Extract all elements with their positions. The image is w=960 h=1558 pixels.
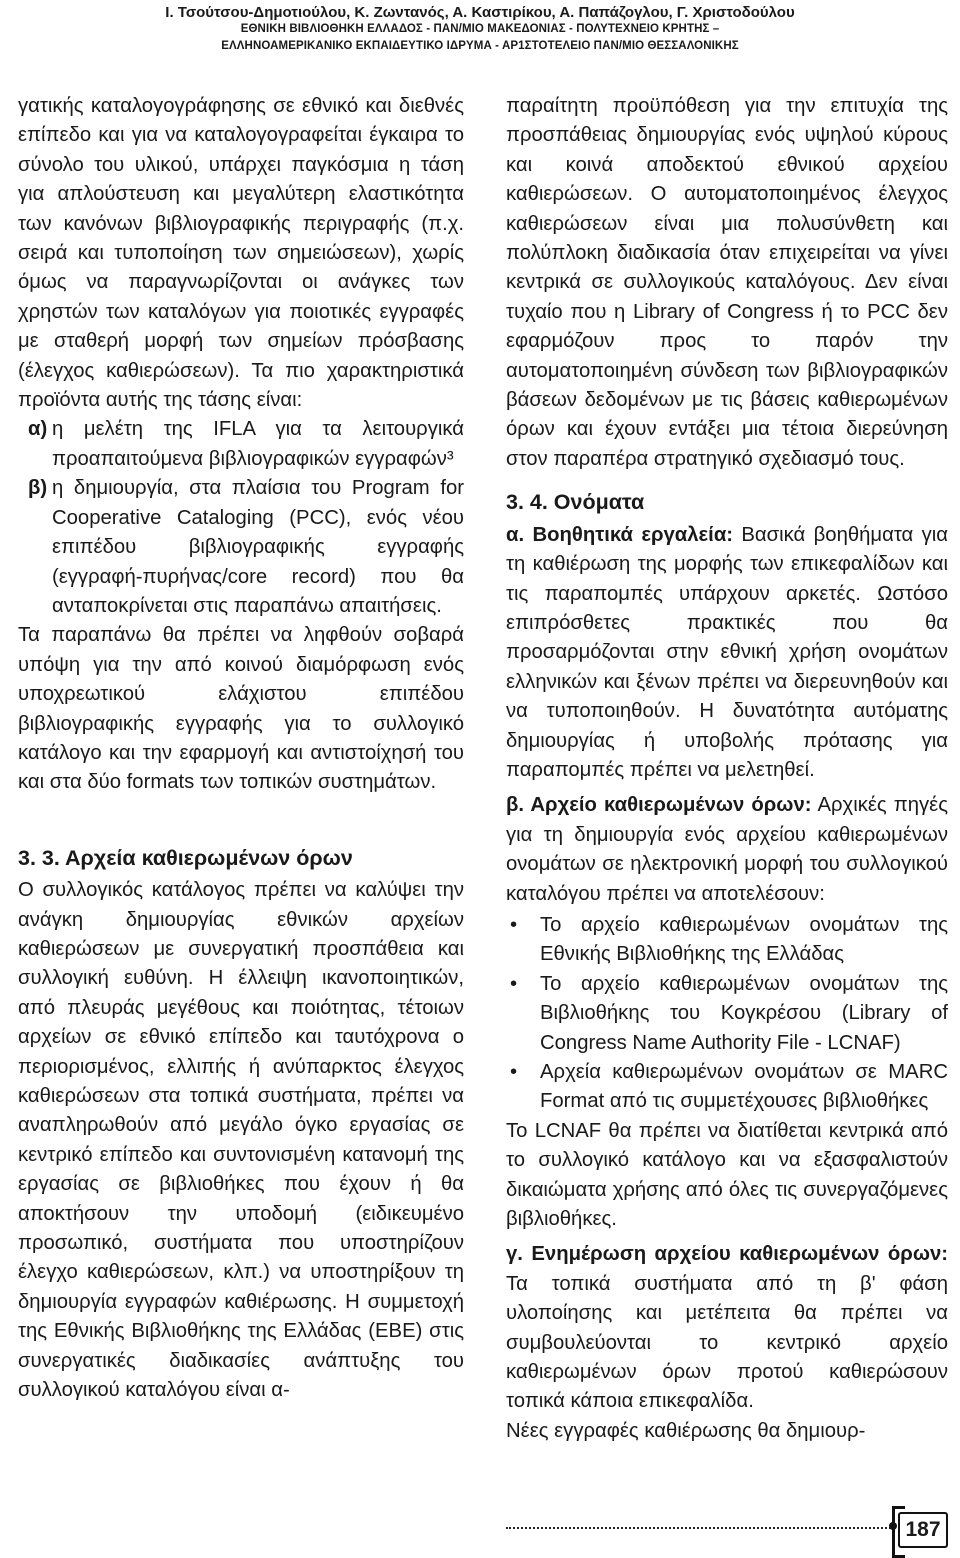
list-marker: α) (28, 418, 48, 441)
subsection-a-label: α. Βοηθητικά εργαλεία: (506, 523, 734, 546)
section-heading-3-4: 3. 4. Ονόματα (506, 490, 645, 515)
list-marker: β) (28, 477, 48, 500)
list-text: η δημιουργία, στα πλαίσια του Program for Cooperative Cataloging (PCC), ενός νέου επιπέδου βιβλιογραφικής εγγραφής (εγγραφή-πυρήνας/core record) που θα ανταποκρίνεται στις παραπάνω απαιτήσεις. (52, 477, 464, 617)
subsection-c-label: γ. Ενημέρωση αρχείου καθιερωμένων όρων: (506, 1243, 948, 1266)
header-authors: Ι. Τσούτσου-Δημοτιούλου, Κ. Ζωντανός, Α. Καστιρίκου, Α. Παπάζογλου, Γ. Χριστοδούλου (165, 4, 795, 21)
list-item (28, 474, 464, 621)
list-item (28, 415, 464, 474)
footer-dotted-rule (506, 1527, 894, 1529)
list-item: • Το αρχείο καθιερωμένων ονομάτων της Βιβλιοθήκης του Κογκρέσου (Library of Congress Name Authority File - LCNAF) (506, 970, 948, 1058)
left-intro-paragraph: γατικής καταλογογράφησης σε εθνικό και διεθνές επίπεδο και για να καταλογογραφείται έγκαιρα το σύνολο του υλικού, υπάρχει παγκόσμια η τάση για απλούστευση και μεγαλύτερη ελαστικότητα των κανόνων βιβλιογραφικής περιγραφής (π.χ. σειρά και τυποποίηση των σημειώσεων), χωρίς όμως να παραγνωρίζονται οι ανάγκες των χρηστών των καταλόγων για ποιοτικές εγγραφές με σταθερή μορφή των σημείων πρόσβασης (έλεγχος καθιερώσεων). Τα πιο χαρακτηριστικά προϊόντα αυτής της τάσης είναι: (18, 95, 464, 412)
page-number: 187 (898, 1512, 948, 1548)
subsection-c-text: Τα τοπικά συστήματα από τη β' φάση υλοποίησης και μετέπειτα θα πρέπει να συμβουλεύονται το κεντρικό αρχείο καθιερωμένων όρων προτού καθιερώσουν τοπικά κάποια επικεφαλίδα. (506, 1272, 948, 1413)
subsection-b (506, 791, 948, 909)
subsection-b-text: Αρχικές πηγές για τη δημιουργία ενός αρχείου καθιερωμένων ονομάτων σε ηλεκτρονική μορφή του συλλογικού καταλόγου πρέπει να αποτελέσουν: (506, 794, 948, 905)
right-intro-paragraph: παραίτητη προϋπόθεση για την επιτυχία της προσπάθειας δημιουργίας ενός υψηλού κύρους και κοινά αποδεκτού εθνικού αρχείου καθιερώσεων. Ο αυτοματοποιημένος έλεγχος καθιερώσεων είναι μια πολυσύνθετη και πολύπλοκη διαδικασία όταν επιχειρείται να γίνει κεντρικά σε συλλογικούς καταλόγους. Δεν είναι τυχαίο που η Library of Congress ή το PCC δεν εφαρμόζουν προς το παρόν την αυτοματοποιημένη σύνδεση των βιβλιογραφικών βάσεων δεδομένων με τις βάσεις καθιερωμένων όρων και έχουν εντάξει μια τέτοια διερεύνηση στον παραπέρα στρατηγικό σχεδιασμό τους. (506, 95, 948, 470)
subsection-a (506, 521, 948, 786)
header-institutions-line2: ΕΛΛΗΝΟΑΜΕΡΙΚΑΝΙΚΟ ΕΚΠΑΙΔΕΥΤΙΚΟ ΙΔΡΥΜΑ - ΑΡ1ΣΤΟΤΕΛΕΙΟ ΠΑΝ/ΜΙΟ ΘΕΣΣΑΛΟΝΙΚΗΣ (221, 40, 739, 52)
left-paragraph-2: Τα παραπάνω θα πρέπει να ληφθούν σοβαρά υπόψη για την από κοινού διαμόρφωση ενός υποχρεωτικού ελάχιστου επιπέδου βιβλιογραφικής εγγραφής για το συλλογικό κατάλογο και την εφαρμογή και αντιστοίχησή του και στα δύο formats των τοπικών συστημάτων. (18, 624, 464, 794)
running-header (0, 4, 960, 55)
section-heading-3-3: 3. 3. Αρχεία καθιερωμένων όρων (18, 845, 353, 870)
section-3-3-body: Ο συλλογικός κατάλογος πρέπει να καλύψει την ανάγκη δημιουργίας εθνικών αρχείων καθιερώσεων με συνεργατική προσπάθεια και συλλογική ευθύνη. Η έλλειψη ικανοποιητικών, από πλευράς μεγέθους και ποιότητας, τέτοιων αρχείων σε εθνικό επίπεδο και ταυτόχρονα ο περιορισμένος, ελλιπής ή ανύπαρκτος έλεγχος καθιερώσεων στα τοπικά συστήματα, πρέπει να αναπληρωθούν από μεγάλο όγκο εργασίας σε κεντρικό επίπεδο και συντονισμένη κατανομή της εργασίας σε βιβλιοθήκες που έχουν ή θα αποκτήσουν την υποδομή (ειδικευμένο προσωπικό, συστήματα που υποστηρίζουν έλεγχο καθιερώσεων, κλπ.) να υποστηρίξουν τη δημιουργία εγγραφών καθιέρωσης. Η συμμετοχή της Εθνικής Βιβλιοθήκης της Ελλάδας (ΕΒΕ) στις συνεργατικές διαδικασίες ανάπτυξης του συλλογικού καταλόγου είναι α- (18, 879, 464, 1402)
source-bullet-list (506, 911, 948, 1117)
list-item: • Αρχεία καθιερωμένων ονομάτων σε MARC Format από τις συμμετέχουσες βιβλιοθήκες (506, 1058, 948, 1117)
lcnaf-paragraph: Το LCNAF θα πρέπει να διατίθεται κεντρικά από το συλλογικό κατάλογο και να εξασφαλιστούν δικαιώματα χρήσης από όλες τις συνεργαζόμενες βιβλιοθήκες. (506, 1119, 948, 1231)
subsection-c (506, 1240, 948, 1416)
subsection-a-text: Βασικά βοηθήματα για τη καθιέρωση της μορφής των επικεφαλίδων και τις παραπομπές υπάρχουν αρκετές. Ωστόσο επιπρόσθετες πρακτικές που θα προσαρμόζονται στην εθνική χρήση ονομάτων ελληνικών και ξένων πρέπει να διερευνηθούν και να τυποποιηθούν. Η δυνατότητα αυτόματης δημιουργίας ή υποβολής πρότασης για παραπομπές πρέπει να μελετηθεί. (506, 523, 948, 781)
subsection-b-label: β. Αρχείο καθιερωμένων όρων: (506, 794, 812, 817)
list-item: • Το αρχείο καθιερωμένων ονομάτων της Εθνικής Βιβλιοθήκης της Ελλάδας (506, 911, 948, 970)
left-column (18, 92, 464, 1405)
list-text: η μελέτη της IFLA για τα λειτουργικά προαπαιτούμενα βιβλιογραφικών εγγραφών³ (52, 418, 464, 470)
right-column (506, 92, 948, 1446)
header-institutions-line1: ΕΘΝΙΚΗ ΒΙΒΛΙΟΘΗΚΗ ΕΛΛΑΔΟΣ - ΠΑΝ/ΜΙΟ ΜΑΚΕΔΟΝΙΑΣ - ΠΟΛΥΤΕΧΝΕΙΟ ΚΡΗΤΗΣ – (240, 23, 720, 35)
last-line: Νέες εγγραφές καθιέρωσης θα δημιουρ- (506, 1419, 866, 1442)
